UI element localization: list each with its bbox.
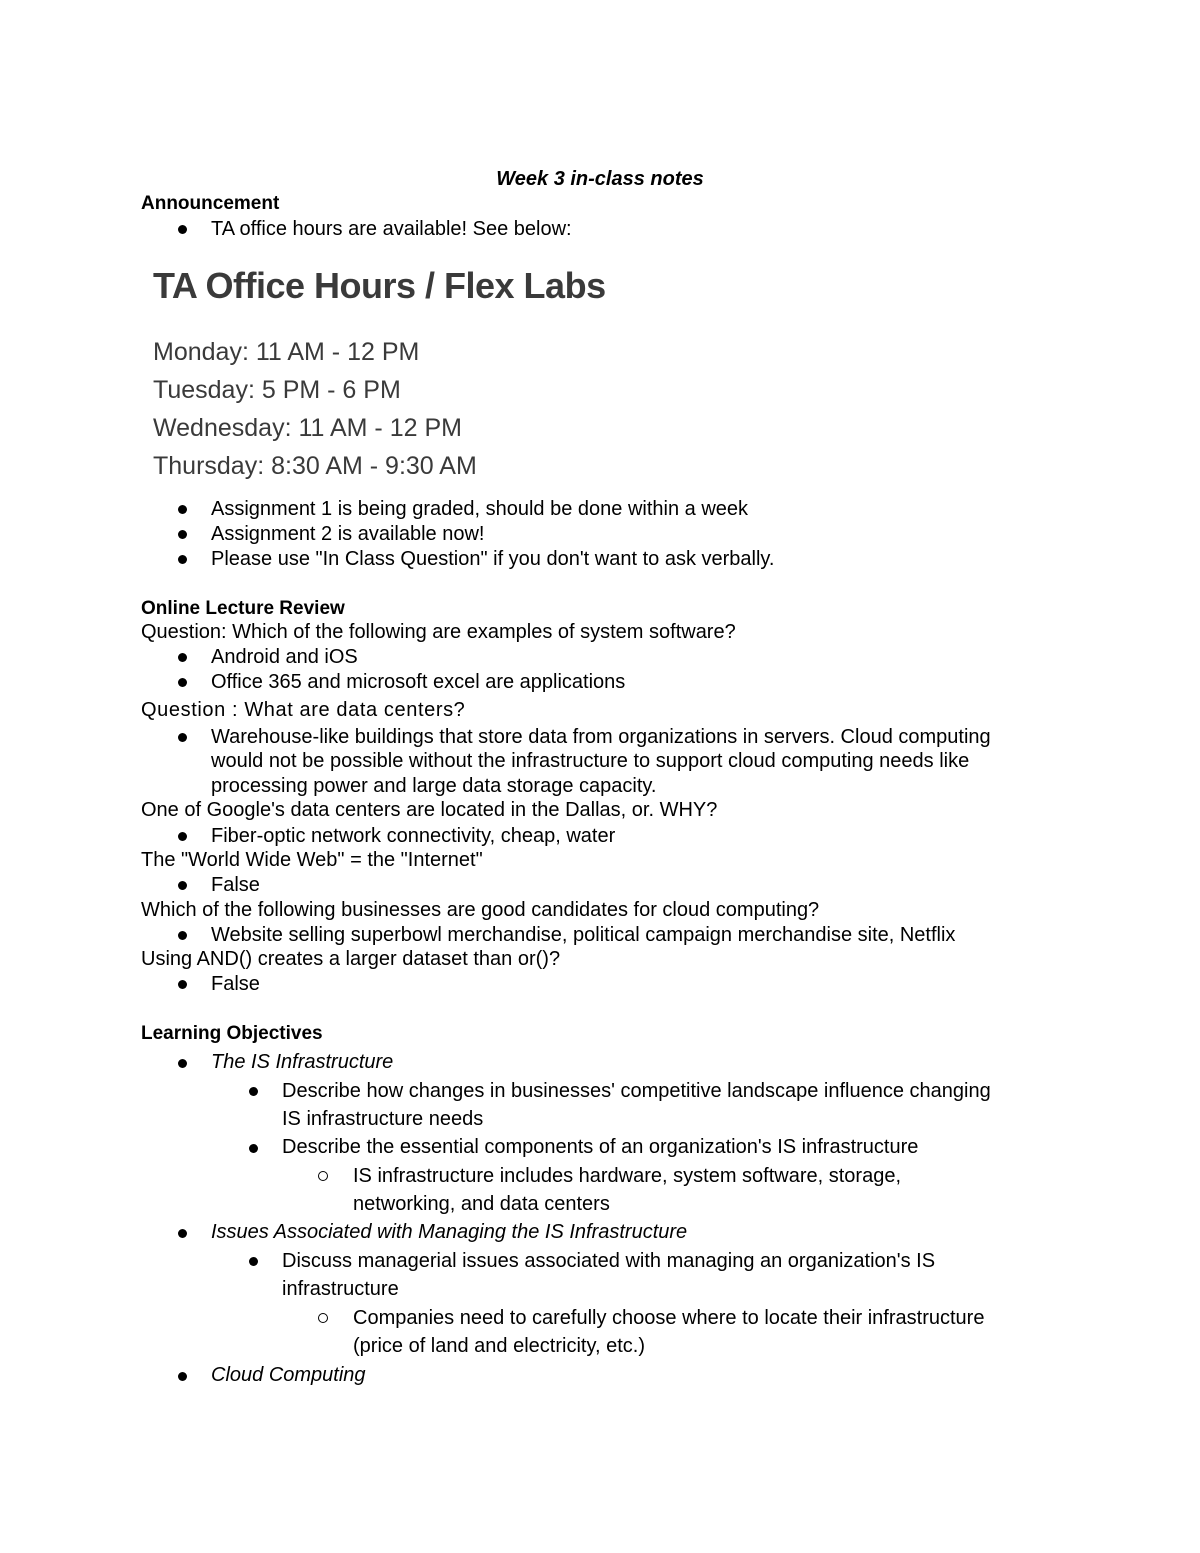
review-answer: False	[211, 973, 260, 995]
office-hours-title: TA Office Hours / Flex Labs	[153, 265, 606, 306]
bullet-icon	[178, 832, 187, 841]
bullet-icon	[178, 1372, 187, 1381]
review-question: Which of the following businesses are good candidates for cloud computing?	[141, 899, 820, 921]
bullet-icon	[178, 678, 187, 687]
review-answer-continued: would not be possible without the infrastructure to support cloud computing needs like	[211, 750, 970, 772]
announcement-heading: Announcement	[141, 193, 280, 214]
review-answer: Website selling superbowl merchandise, political campaign merchandise site, Netflix	[211, 924, 956, 946]
bullet-icon	[178, 555, 187, 564]
review-question: Question: Which of the following are examples of system software?	[141, 621, 736, 643]
office-hours-row: Monday: 11 AM - 12 PM	[153, 338, 420, 366]
bullet-icon	[178, 505, 187, 514]
review-question: Question : What are data centers?	[141, 699, 466, 721]
objective-subitem: IS infrastructure includes hardware, system software, storage,	[353, 1165, 902, 1187]
review-answer-continued: processing power and large data storage capacity.	[211, 775, 657, 797]
review-question: One of Google's data centers are located in the Dallas, or. WHY?	[141, 799, 718, 821]
bullet-icon	[178, 653, 187, 662]
review-answer: Fiber-optic network connectivity, cheap, water	[211, 825, 616, 847]
review-answer: Office 365 and microsoft excel are applications	[211, 671, 626, 693]
review-question: The "World Wide Web" = the "Internet"	[141, 849, 483, 871]
bullet-icon	[178, 530, 187, 539]
review-answer: False	[211, 874, 260, 896]
page-title: Week 3 in-class notes	[496, 168, 704, 190]
objective-topic: Issues Associated with Managing the IS Infrastructure	[211, 1221, 688, 1243]
objective-item-continued: IS infrastructure needs	[282, 1108, 484, 1130]
circle-bullet-icon	[318, 1313, 328, 1323]
objectives-heading: Learning Objectives	[141, 1023, 323, 1044]
bullet-icon	[249, 1144, 258, 1153]
bullet-icon	[178, 931, 187, 940]
objective-item: Discuss managerial issues associated with managing an organization's IS	[282, 1250, 936, 1272]
bullet-icon	[178, 1229, 187, 1238]
objective-subitem: Companies need to carefully choose where to locate their infrastructure	[353, 1307, 985, 1329]
objective-subitem-continued: (price of land and electricity, etc.)	[353, 1335, 645, 1357]
review-answer: Warehouse-like buildings that store data from organizations in servers. Cloud computing	[211, 726, 991, 748]
review-heading: Online Lecture Review	[141, 598, 345, 619]
office-hours-row: Tuesday: 5 PM - 6 PM	[153, 376, 401, 404]
bullet-icon	[178, 980, 187, 989]
review-answer: Android and iOS	[211, 646, 358, 668]
review-question: Using AND() creates a larger dataset than or()?	[141, 948, 561, 970]
objective-item-continued: infrastructure	[282, 1278, 399, 1300]
office-hours-row: Thursday: 8:30 AM - 9:30 AM	[153, 452, 477, 480]
circle-bullet-icon	[318, 1171, 328, 1181]
office-hours-row: Wednesday: 11 AM - 12 PM	[153, 414, 462, 442]
bullet-icon	[178, 881, 187, 890]
bullet-icon	[178, 733, 187, 742]
objective-item: Describe the essential components of an organization's IS infrastructure	[282, 1136, 919, 1158]
list-item: Assignment 1 is being graded, should be done within a week	[211, 498, 749, 520]
bullet-icon	[178, 225, 187, 234]
objective-subitem-continued: networking, and data centers	[353, 1193, 610, 1215]
announcement-intro: TA office hours are available! See below:	[211, 218, 572, 240]
bullet-icon	[249, 1087, 258, 1096]
list-item: Please use "In Class Question" if you don't want to ask verbally.	[211, 548, 775, 570]
objective-item: Describe how changes in businesses' competitive landscape influence changing	[282, 1080, 991, 1102]
bullet-icon	[178, 1059, 187, 1068]
objective-topic: Cloud Computing	[211, 1364, 366, 1386]
objective-topic: The IS Infrastructure	[211, 1051, 394, 1073]
list-item: Assignment 2 is available now!	[211, 523, 485, 545]
bullet-icon	[249, 1257, 258, 1266]
